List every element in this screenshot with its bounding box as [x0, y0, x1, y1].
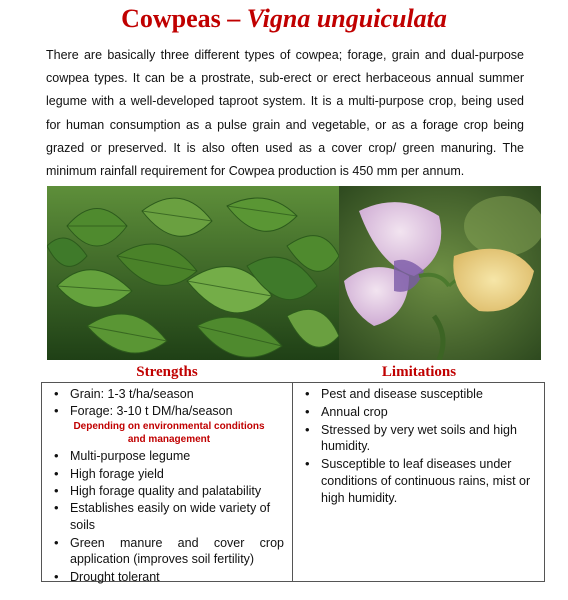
- cowpea-flower-image: [339, 186, 541, 360]
- title-common-name: Cowpeas –: [121, 4, 247, 33]
- limitation-item: • Susceptible to leaf diseases under conditions of continuous rains, mist or high humidity.: [303, 456, 534, 506]
- strength-item: • Establishes easily on wide variety of soils: [52, 500, 284, 534]
- limitations-column: [293, 383, 544, 581]
- strength-item: • High forage quality and palatability: [52, 483, 284, 500]
- strength-item: • High forage yield: [52, 466, 284, 483]
- strength-item: • Multi-purpose legume: [52, 448, 284, 465]
- limitations-heading: Limitations: [381, 364, 457, 380]
- strengths-list: [52, 448, 284, 585]
- strengths-note: Depending on environmental conditions and management: [73, 421, 265, 445]
- page-title: [0, 4, 568, 34]
- strengths-column: [42, 383, 293, 584]
- strength-item: • Drought tolerant: [52, 569, 284, 586]
- strengths-heading: Strengths: [136, 364, 198, 380]
- limitation-item: • Stressed by very wet soils and high humidity.: [303, 422, 534, 456]
- cowpea-flower-photo: [339, 186, 541, 360]
- intro-paragraph: There are basically three different types of cowpea; forage, grain and dual-purpose cowpea types. It can be a prostrate, sub-erect or erect herbaceous annual summer legume with a well-developed taproot system. It is a multi-purpose crop, being used for human consumption as a pulse grain and vegetable, or as a forage crop being grazed or preserved. It is also often used as a cover crop/ green manuring. The minimum rainfall requirement for Cowpea production is 450 mm per annum.: [46, 48, 524, 179]
- cowpea-leaves-image: [47, 186, 339, 360]
- cowpea-leaves-photo: [47, 186, 339, 360]
- title-scientific-name: Vigna unguiculata: [246, 4, 447, 33]
- strength-item: • Green manure and cover crop application (improves soil fertility): [52, 535, 284, 569]
- strength-item-grain: • Grain: 1-3 t/ha/season: [52, 386, 284, 403]
- strength-item-forage: • Forage: 3-10 t DM/ha/season: [52, 403, 284, 420]
- strengths-list-top: [52, 386, 284, 420]
- strengths-limitations-table: [41, 382, 545, 582]
- limitation-item: • Pest and disease susceptible: [303, 386, 534, 403]
- limitation-item: • Annual crop: [303, 404, 534, 421]
- limitations-list: [303, 386, 534, 507]
